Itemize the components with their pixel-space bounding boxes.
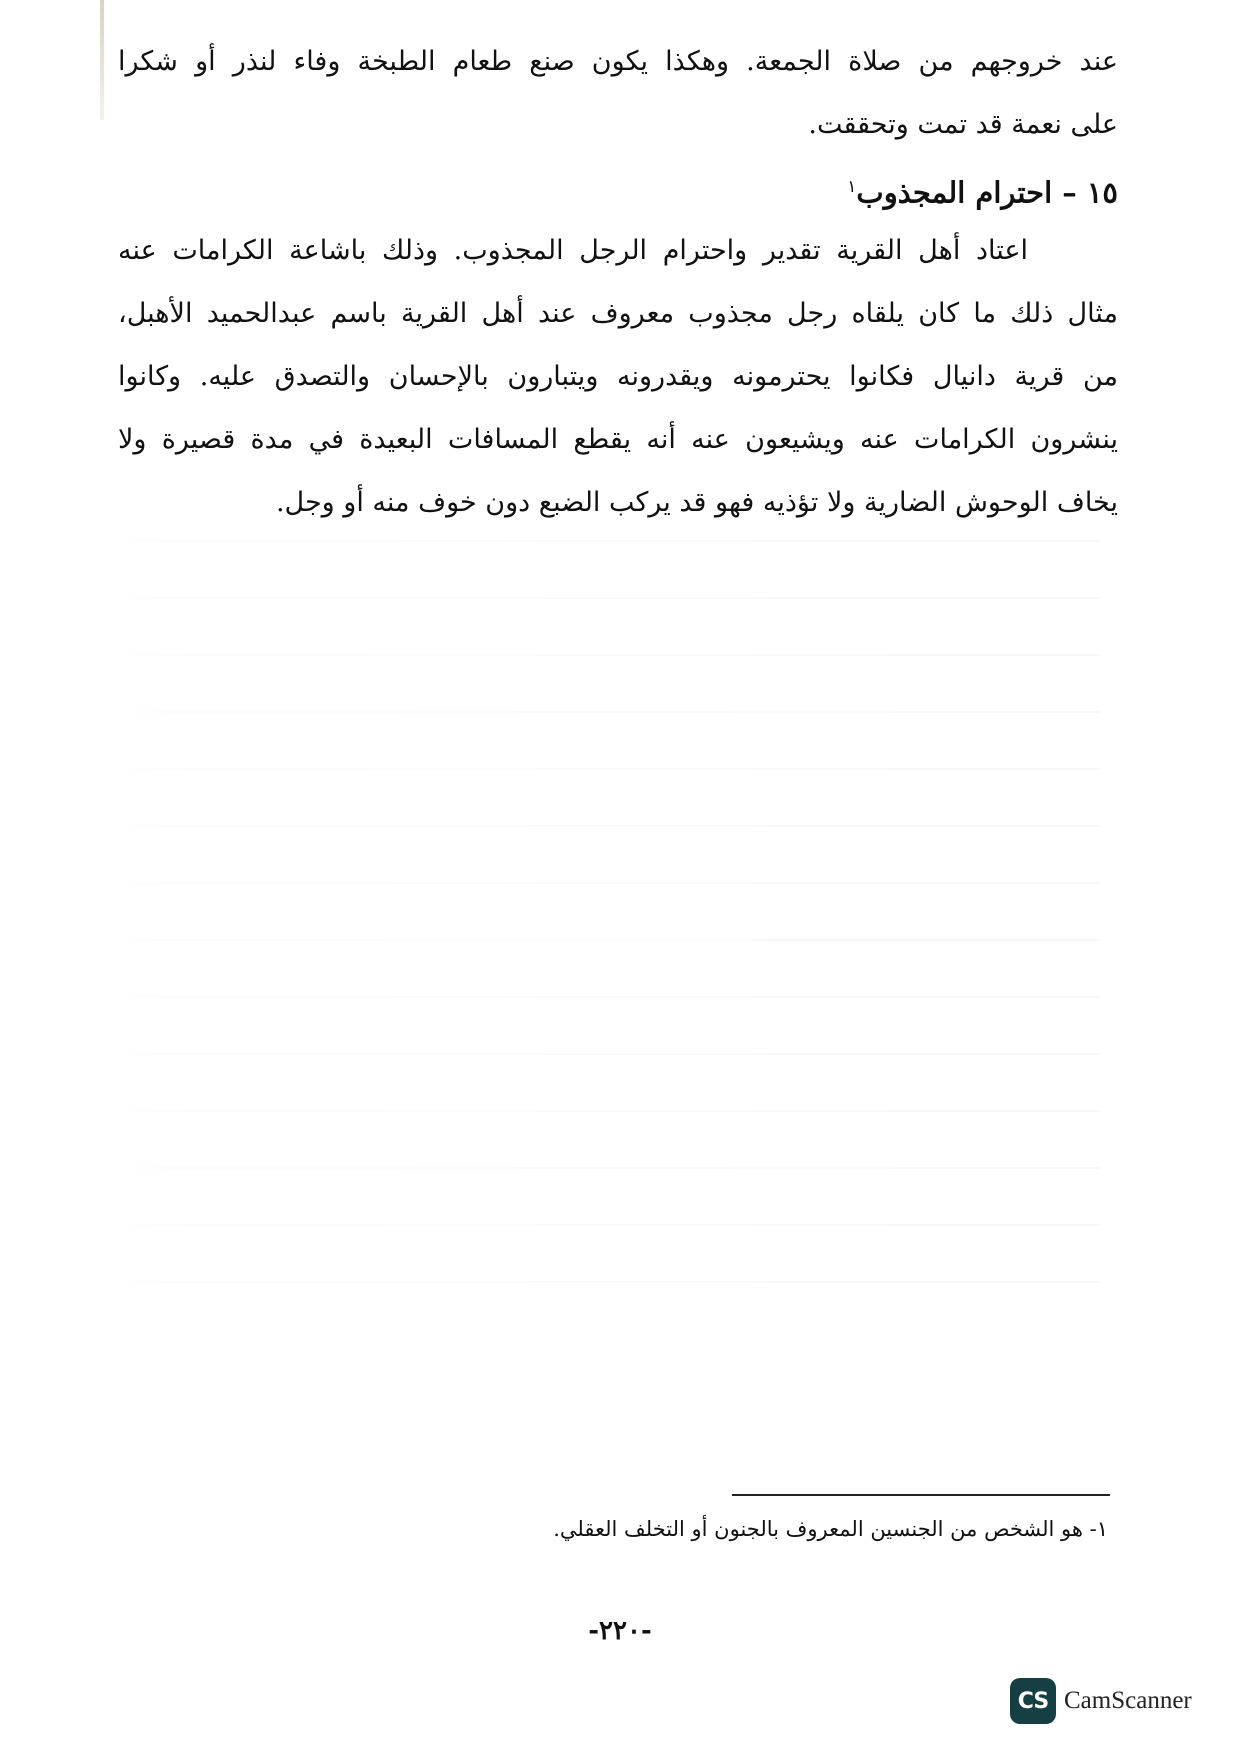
body-text bbox=[118, 30, 1118, 534]
camscanner-logo-icon: CS bbox=[1010, 1678, 1056, 1724]
continuation-line-1: عند خروجهم من صلاة الجمعة. وهكذا يكون صنع طعام الطبخة وفاء لنذر أو شكرا bbox=[118, 46, 1118, 77]
camscanner-brand: CamScanner bbox=[1064, 1687, 1192, 1714]
footnote-marker: ١ bbox=[847, 177, 857, 197]
footnote-separator bbox=[732, 1494, 1110, 1496]
continuation-line-2: على نعمة قد تمت وتحققت. bbox=[808, 109, 1118, 140]
footnote-text: ١- هو الشخص من الجنسين المعروف بالجنون أو التخلف العقلي. bbox=[553, 1517, 1108, 1541]
paragraph-line-4: ينشرون الكرامات عنه ويشيعون عنه أنه يقطع المسافات البعيدة في مدة قصيرة ولا bbox=[118, 424, 1118, 455]
bleed-through-area bbox=[130, 540, 1100, 1460]
paragraph-line-3: من قرية دانيال فكانوا يحترمونه ويقدرونه ويتبارون بالإحسان والتصدق عليه. وكانوا bbox=[118, 361, 1118, 392]
scan-edge-shadow bbox=[100, 0, 104, 120]
paragraph-line-1: اعتاد أهل القرية تقدير واحترام الرجل المجذوب. وذلك باشاعة الكرامات عنه bbox=[118, 235, 1028, 266]
page-number: -٢٢٠- bbox=[588, 1616, 652, 1646]
paragraph-line-2: مثال ذلك ما كان يلقاه رجل مجذوب معروف عند أهل القرية باسم عبدالحميد الأهبل، bbox=[118, 298, 1118, 329]
section-heading bbox=[118, 156, 1118, 219]
paragraph-line-5: يخاف الوحوش الضارية ولا تؤذيه فهو قد يركب الضبع دون خوف منه أو وجل. bbox=[275, 487, 1118, 518]
section-heading-text: ١٥ – احترام المجذوب bbox=[856, 175, 1118, 210]
camscanner-watermark bbox=[1010, 1676, 1192, 1726]
